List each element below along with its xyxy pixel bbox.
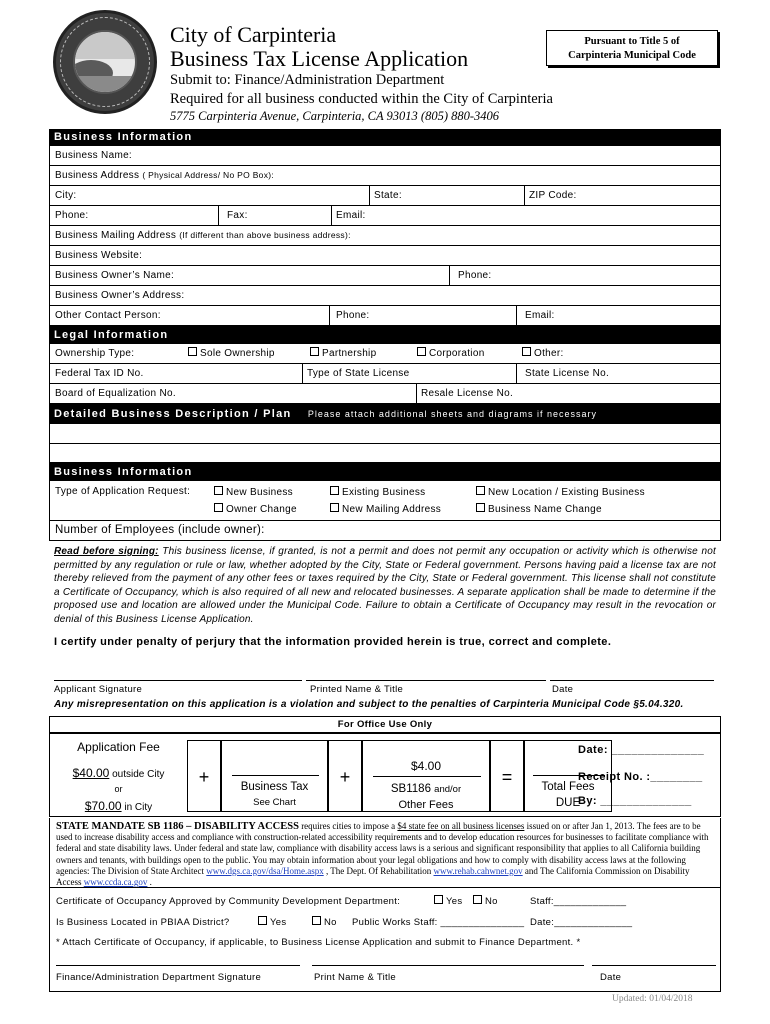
sb1186-and-or — [363, 783, 489, 795]
mailing-address-field[interactable] — [50, 226, 351, 245]
mandate-text-2: issued on or after Jan 1, 2013. The fees are to be used to increase disability access and compliance with construction-related accessibility requirements and to develop education resources for businesses to facilitate compliance with federal and state disability laws. Under federal and state law, compliance with disability access laws is a serious and significant responsibility that applies to all California building owners and tenants, with buildings open to the public. You may obtain information about your legal obligations and how to comply with disability access laws at the following agencies: The Division of State Architect — [56, 821, 709, 876]
plus-box-2 — [328, 740, 362, 812]
print-name-label: Print Name & Title — [314, 972, 396, 983]
fee-in-amount: $70.00 — [84, 799, 122, 813]
staff-field[interactable]: Staff:_____________ — [530, 896, 627, 907]
other-checkbox[interactable]: Other: — [517, 344, 564, 363]
office-by-field[interactable]: By: ______________ — [578, 795, 692, 807]
mandate-text-1: requires cities to impose a — [298, 821, 398, 831]
business-description-heading: Detailed Business Description / Plan — [54, 408, 292, 420]
city-field[interactable]: City: — [55, 190, 77, 201]
finance-date-line[interactable] — [592, 965, 716, 966]
office-use-only-header: For Office Use Only — [49, 716, 721, 733]
finance-signature-label: Finance/Administration Department Signature — [56, 972, 262, 983]
finance-signature-line[interactable] — [56, 965, 300, 966]
row-ownership-type — [49, 344, 721, 364]
other-contact-field[interactable]: Other Contact Person: — [55, 310, 161, 321]
updated-date: Updated: 01/04/2018 — [612, 994, 693, 1004]
contact-email-field[interactable]: Email: — [525, 310, 555, 321]
mailing-address-label: Business Mailing Address — [55, 230, 177, 241]
print-name-line[interactable] — [312, 965, 584, 966]
description-line-2[interactable] — [49, 444, 721, 463]
business-name-field[interactable]: Business Name: — [55, 150, 133, 161]
business-address-label: Business Address — [55, 170, 140, 181]
business-address-field[interactable] — [50, 166, 274, 185]
coo-no-checkbox[interactable]: No — [473, 895, 498, 907]
other-fees-label: Other Fees — [398, 799, 454, 811]
section-header-application-information: Business Information — [49, 463, 721, 481]
fee-outside-city — [56, 766, 181, 780]
owner-address-field[interactable]: Business Owner’s Address: — [55, 290, 185, 301]
zip-code-field[interactable]: ZIP Code: — [529, 190, 577, 201]
section-header-business-description — [49, 404, 721, 424]
receipt-number-field[interactable]: Receipt No. :________ — [578, 771, 703, 783]
pbiaa-yes-checkbox[interactable]: Yes — [258, 916, 286, 928]
new-business-checkbox[interactable]: New Business — [214, 486, 293, 498]
section-header-legal-information: Legal Information — [49, 326, 721, 344]
read-before-signing-text: This business license, if granted, is not a permit and does not permit any occupation or activity which is otherwise not permitted by any regulation or rule or law, whether adopted by the City, State or Federal government. Persons having paid a license tax are not thereby relieved from the payment of any other fees or taxes required by the City, State or Federal government. This license shall not constitute a Certificate of Occupancy, which is also required of all new and relocated businesses. A separate application shall be made to determine if the proposed use and location are allowed under the Municipal Code. Failure to obtain a Certificate of Occupancy may result in the revocation or denial of this Business License Application. — [54, 546, 716, 625]
sb1186-label: SB1186 — [390, 783, 431, 795]
required-text: Required for all business conducted within the City of Carpinteria — [170, 91, 553, 107]
in-city-label: in City — [124, 802, 153, 813]
business-address-note: ( Physical Address/ No PO Box): — [142, 170, 275, 180]
description-line-1[interactable] — [49, 424, 721, 444]
fee-outside-amount: $40.00 — [72, 766, 110, 780]
page-title: City of Carpinteria — [170, 22, 337, 47]
plus-sign-2: + — [339, 767, 351, 787]
plus-box-1 — [187, 740, 221, 812]
row-mailing-address — [49, 226, 721, 246]
row-phone-fax-email — [49, 206, 721, 226]
new-mailing-address-checkbox[interactable]: New Mailing Address — [330, 503, 441, 515]
printed-name-line[interactable] — [306, 680, 546, 681]
read-before-signing-paragraph — [54, 545, 716, 627]
state-license-type-field[interactable]: Type of State License — [307, 368, 410, 379]
ccda-link[interactable]: www.ccda.ca.gov — [83, 877, 148, 888]
new-location-checkbox[interactable]: New Location / Existing Business — [476, 486, 645, 498]
application-fee-label: Application Fee — [77, 740, 160, 754]
office-date-field[interactable]: Date: ______________ — [578, 744, 705, 756]
submit-to-text: Submit to: Finance/Administration Department — [170, 72, 445, 88]
row-business-address — [49, 166, 721, 186]
existing-business-checkbox[interactable]: Existing Business — [330, 486, 425, 498]
public-works-date-field[interactable]: Date:______________ — [530, 917, 633, 928]
row-equalization-resale — [49, 384, 721, 404]
sb1186-amount: $4.00 — [410, 759, 442, 773]
ownership-type-label: Ownership Type: — [55, 348, 135, 359]
finance-date-label: Date — [600, 972, 622, 983]
city-address: 5775 Carpinteria Avenue, Carpinteria, CA 93013 (805) 880-3406 — [170, 109, 500, 123]
owner-phone-field[interactable]: Phone: — [458, 270, 492, 281]
pbiaa-district-label: Is Business Located in PBIAA District? — [56, 917, 230, 928]
read-before-signing-lead: Read before signing: — [54, 546, 159, 557]
owner-change-checkbox[interactable]: Owner Change — [214, 503, 297, 515]
pursuant-box — [546, 30, 718, 66]
row-owner-name — [49, 266, 721, 286]
business-tax-box — [221, 740, 328, 812]
row-business-name — [49, 146, 721, 166]
corporation-checkbox[interactable]: Corporation — [412, 344, 485, 363]
sole-ownership-checkbox[interactable]: Sole Ownership — [183, 344, 275, 363]
or-label: or — [114, 784, 123, 794]
resale-license-field[interactable]: Resale License No. — [421, 388, 514, 399]
mandate-text-4: and The California Commission on Disability Access — [56, 865, 690, 888]
misrepresentation-warning: Any misrepresentation on this application is a violation and subject to the penalties of Carpinteria Municipal Code §5.04.320. — [54, 699, 684, 710]
attach-coo-note: * Attach Certificate of Occupancy, if applicable, to Business License Application and submit to Finance Department. * — [56, 937, 581, 948]
row-business-website — [49, 246, 721, 266]
and-or-label: and/or — [434, 784, 462, 795]
sb1186-fee-box — [362, 740, 490, 812]
city-seal-logo — [53, 10, 157, 114]
pursuant-line-2: Carpinteria Municipal Code — [568, 50, 696, 61]
email-field[interactable]: Email: — [336, 210, 366, 221]
applicant-signature-line[interactable] — [54, 680, 302, 681]
office-approval-section — [49, 888, 721, 992]
attach-sheets-note: Please attach additional sheets and diagrams if necessary — [307, 409, 598, 419]
number-of-employees-field[interactable]: Number of Employees (include owner): — [55, 524, 265, 536]
outside-city-label: outside City — [112, 769, 165, 780]
dsa-link[interactable]: www.dgs.ca.gov/dsa/Home.aspx — [206, 865, 324, 876]
date-label: Date — [552, 684, 574, 695]
contact-phone-field[interactable]: Phone: — [336, 310, 370, 321]
public-works-staff-field[interactable]: Public Works Staff: _______________ — [352, 917, 525, 928]
coo-approved-label: Certificate of Occupancy Approved by Community Development Department: — [56, 896, 401, 907]
board-equalization-field[interactable]: Board of Equalization No. — [55, 388, 176, 399]
rehab-link[interactable]: www.rehab.cahwnet.gov — [433, 865, 523, 876]
mandate-heading: STATE MANDATE SB 1186 – DISABILITY ACCESS — [56, 821, 299, 832]
state-license-number-field[interactable]: State License No. — [525, 368, 610, 379]
state-mandate-sb1186-notice — [49, 818, 721, 888]
pursuant-line-1: Pursuant to Title 5 of — [584, 36, 680, 47]
due-label: DUE — [555, 797, 581, 809]
equals-sign: = — [501, 767, 513, 787]
partnership-checkbox[interactable]: Partnership — [305, 344, 376, 363]
date-line[interactable] — [550, 680, 714, 681]
row-other-contact — [49, 306, 721, 326]
coo-yes-checkbox[interactable]: Yes — [434, 895, 462, 907]
plus-sign-1: + — [198, 767, 210, 787]
owner-name-field[interactable]: Business Owner’s Name: — [55, 270, 175, 281]
business-tax-line[interactable] — [232, 775, 319, 776]
row-tax-license — [49, 364, 721, 384]
business-name-change-checkbox[interactable]: Business Name Change — [476, 503, 602, 515]
sb1186-line[interactable] — [373, 776, 481, 777]
fee-in-city — [56, 799, 181, 813]
section-header-business-information: Business Information — [49, 129, 721, 146]
certify-statement: I certify under penalty of perjury that the information provided herein is true, correct and complete. — [54, 636, 612, 648]
state-field[interactable]: State: — [374, 190, 402, 201]
printed-name-label: Printed Name & Title — [310, 684, 404, 695]
applicant-signature-label: Applicant Signature — [54, 684, 143, 695]
mandate-fee-text: $4 state fee on all business licenses — [397, 821, 525, 831]
phone-field[interactable]: Phone: — [55, 210, 89, 221]
total-fees-label: Total Fees — [541, 781, 595, 793]
mandate-text-3: , The Dept. Of Rehabilitation — [323, 865, 434, 876]
row-employees — [49, 521, 721, 541]
page-subtitle: Business Tax License Application — [170, 46, 469, 71]
business-tax-label: Business Tax — [240, 781, 309, 793]
mandate-text-5: . — [147, 877, 152, 888]
pbiaa-no-checkbox[interactable]: No — [312, 916, 337, 928]
federal-tax-id-field[interactable]: Federal Tax ID No. — [55, 368, 144, 379]
application-request-label: Type of Application Request: — [55, 486, 191, 497]
see-chart-label: See Chart — [253, 797, 296, 808]
row-city-state-zip — [49, 186, 721, 206]
office-fee-box — [49, 733, 721, 817]
business-website-field[interactable]: Business Website: — [55, 250, 143, 261]
fax-field[interactable]: Fax: — [227, 210, 248, 221]
equals-box — [490, 740, 524, 812]
row-owner-address — [49, 286, 721, 306]
row-application-type — [49, 481, 721, 521]
mailing-address-note: (If different than above business address): — [179, 230, 351, 240]
